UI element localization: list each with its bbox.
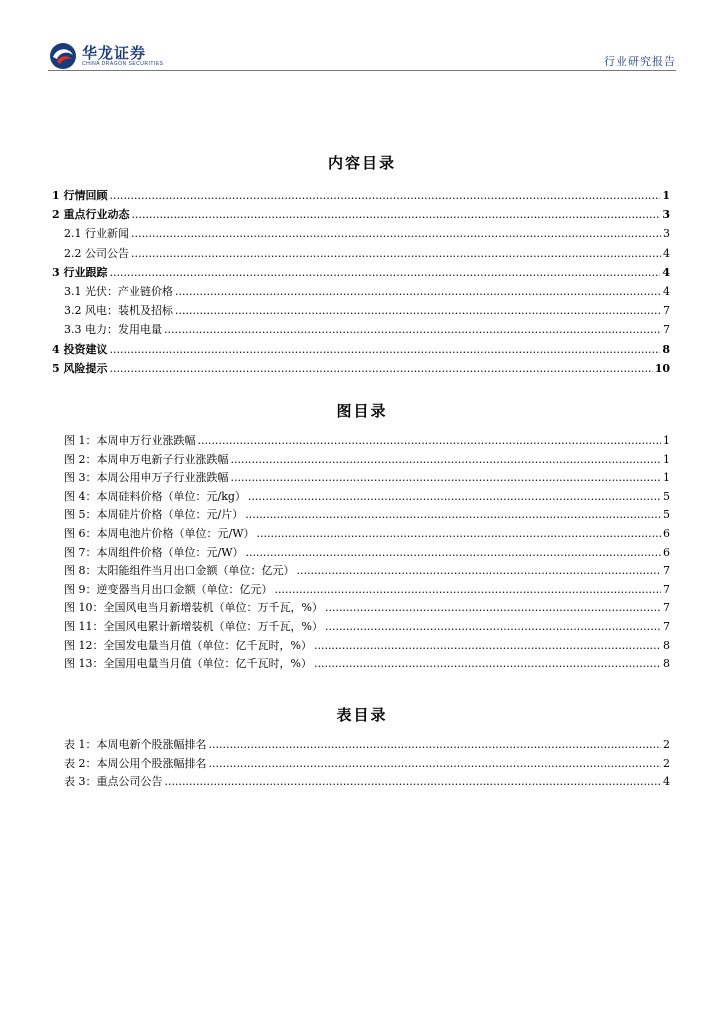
toc-entry[interactable]	[52, 244, 670, 263]
toc-entry[interactable]	[52, 544, 670, 563]
toc-entry[interactable]	[52, 205, 670, 224]
toc-entry-label: 图 2：本周申万电新子行业涨跌幅	[64, 452, 229, 466]
dot-leader	[109, 263, 660, 282]
toc-entry-label: 2.2 公司公告	[64, 246, 129, 260]
toc-entry[interactable]	[52, 320, 670, 339]
dot-leader	[275, 581, 662, 600]
toc-entry-page: 5	[663, 489, 670, 503]
toc-entry[interactable]	[52, 282, 670, 301]
toc-entry-label: 图 3：本周公用申万子行业涨跌幅	[64, 471, 229, 485]
toc-entry-page: 2	[663, 738, 670, 751]
toc-entry[interactable]	[52, 451, 670, 470]
toc-entry-label: 图 6：本周电池片价格（单位：元/W）	[64, 526, 255, 540]
toc-entry[interactable]	[52, 432, 670, 451]
toc-entry-page: 7	[663, 582, 670, 596]
toc-entry[interactable]	[52, 736, 670, 755]
toc-entry-label: 图 8：太阳能组件当月出口金额（单位：亿元）	[64, 564, 295, 578]
toc-entry-label: 图 1：本周申万行业涨跌幅	[64, 434, 196, 447]
contents-title: 内容目录	[327, 154, 396, 172]
toc-entry-page: 6	[663, 526, 670, 540]
logo-english-name: CHINA DRAGON SECURITIES	[82, 60, 164, 67]
toc-entry-label: 2.1 行业新闻	[64, 227, 129, 241]
toc-entry-label: 1 行情回顾	[52, 189, 108, 202]
toc-entry-label: 5 风险提示	[52, 361, 108, 375]
toc-entry[interactable]	[52, 301, 670, 320]
toc-entry-label: 3.3 电力：发用电量	[64, 323, 162, 337]
toc-entry[interactable]	[52, 599, 670, 618]
figures-list	[52, 432, 670, 674]
toc-entry-page: 3	[662, 208, 670, 222]
toc-entry-page: 1	[663, 452, 670, 466]
contents-list	[52, 186, 670, 378]
dot-leader	[245, 506, 661, 525]
dot-leader	[131, 244, 661, 263]
dot-leader	[231, 469, 662, 488]
dot-leader	[231, 451, 662, 470]
toc-entry-page: 7	[663, 564, 670, 578]
dot-leader	[325, 599, 661, 618]
toc-entry-page: 4	[662, 265, 670, 279]
dot-leader	[314, 655, 661, 674]
header-divider	[48, 70, 676, 71]
toc-entry-page: 4	[663, 775, 670, 789]
dot-leader	[131, 224, 661, 243]
toc-entry-page: 8	[662, 342, 670, 356]
dot-leader	[325, 618, 661, 637]
toc-entry[interactable]	[52, 224, 670, 243]
toc-entry-label: 图 12：全国发电量当月值（单位：亿千瓦时，%）	[64, 638, 312, 652]
toc-entry[interactable]	[52, 359, 670, 378]
dragon-logo-icon	[48, 41, 78, 71]
page-header	[48, 40, 676, 72]
dot-leader	[297, 562, 662, 581]
toc-entry[interactable]	[52, 488, 670, 507]
tables-title: 表目录	[336, 706, 388, 724]
toc-entry-page: 10	[654, 361, 670, 375]
dot-leader	[257, 525, 661, 544]
toc-entry[interactable]	[52, 340, 670, 359]
toc-entry[interactable]	[52, 525, 670, 544]
toc-entry-label: 2 重点行业动态	[52, 208, 130, 222]
report-type-label: 行业研究报告	[604, 55, 676, 68]
dot-leader	[246, 544, 661, 563]
toc-entry-page: 7	[663, 304, 670, 318]
toc-entry-label: 3.2 风电：装机及招标	[64, 304, 173, 318]
dot-leader	[198, 432, 662, 451]
toc-entry-page: 3	[663, 227, 670, 241]
toc-entry-page: 7	[663, 323, 670, 337]
toc-entry-page: 1	[663, 434, 670, 447]
toc-entry-label: 表 3：重点公司公告	[64, 775, 163, 789]
toc-entry-label: 表 1：本周电新个股涨幅排名	[64, 738, 207, 751]
toc-entry-page: 5	[663, 508, 670, 522]
toc-entry[interactable]	[52, 562, 670, 581]
toc-entry-page: 1	[662, 189, 670, 202]
logo-chinese-name: 华龙证券	[82, 43, 147, 62]
toc-entry[interactable]	[52, 506, 670, 525]
toc-entry-label: 图 11：全国风电累计新增装机（单位：万千瓦，%）	[64, 619, 323, 633]
toc-entry[interactable]	[52, 755, 670, 774]
company-logo	[48, 40, 164, 72]
toc-entry-page: 7	[663, 601, 670, 615]
toc-entry-label: 图 4：本周硅料价格（单位：元/kg）	[64, 489, 246, 503]
toc-entry-page: 8	[663, 657, 670, 671]
toc-entry[interactable]	[52, 263, 670, 282]
toc-entry-label: 图 10：全国风电当月新增装机（单位：万千瓦，%）	[64, 601, 323, 615]
toc-entry-label: 图 13：全国用电量当月值（单位：亿千瓦时，%）	[64, 657, 312, 671]
toc-entry-label: 3.1 光伏：产业链价格	[64, 284, 173, 298]
dot-leader	[175, 301, 661, 320]
toc-entry-label: 图 7：本周组件价格（单位：元/W）	[64, 545, 244, 559]
toc-entry-page: 2	[663, 756, 670, 770]
toc-entry-label: 表 2：本周公用个股涨幅排名	[64, 756, 207, 770]
toc-entry[interactable]	[52, 469, 670, 488]
dot-leader	[209, 736, 662, 755]
toc-entry-page: 4	[663, 284, 670, 298]
tables-list	[52, 736, 670, 792]
dot-leader	[248, 488, 661, 507]
dot-leader	[314, 637, 661, 656]
toc-entry[interactable]	[52, 637, 670, 656]
toc-entry-page: 7	[663, 619, 670, 633]
figures-title: 图目录	[336, 402, 388, 420]
dot-leader	[209, 755, 662, 774]
toc-entry[interactable]	[52, 655, 670, 674]
dot-leader	[164, 320, 661, 339]
toc-entry-page: 8	[663, 638, 670, 652]
toc-entry[interactable]	[52, 581, 670, 600]
toc-entry-label: 3 行业跟踪	[52, 265, 108, 279]
dot-leader	[131, 205, 660, 224]
toc-entry[interactable]	[52, 186, 670, 205]
dot-leader	[109, 359, 652, 378]
toc-entry-label: 4 投资建议	[52, 342, 108, 356]
toc-entry-label: 图 9：逆变器当月出口金额（单位：亿元）	[64, 582, 273, 596]
toc-entry[interactable]	[52, 773, 670, 792]
toc-entry-page: 6	[663, 545, 670, 559]
toc-entry-label: 图 5：本周硅片价格（单位：元/片）	[64, 508, 244, 522]
toc-entry[interactable]	[52, 618, 670, 637]
dot-leader	[109, 340, 660, 359]
dot-leader	[175, 282, 661, 301]
dot-leader	[165, 773, 662, 792]
toc-entry-page: 4	[663, 246, 670, 260]
dot-leader	[109, 186, 660, 205]
toc-entry-page: 1	[663, 471, 670, 485]
